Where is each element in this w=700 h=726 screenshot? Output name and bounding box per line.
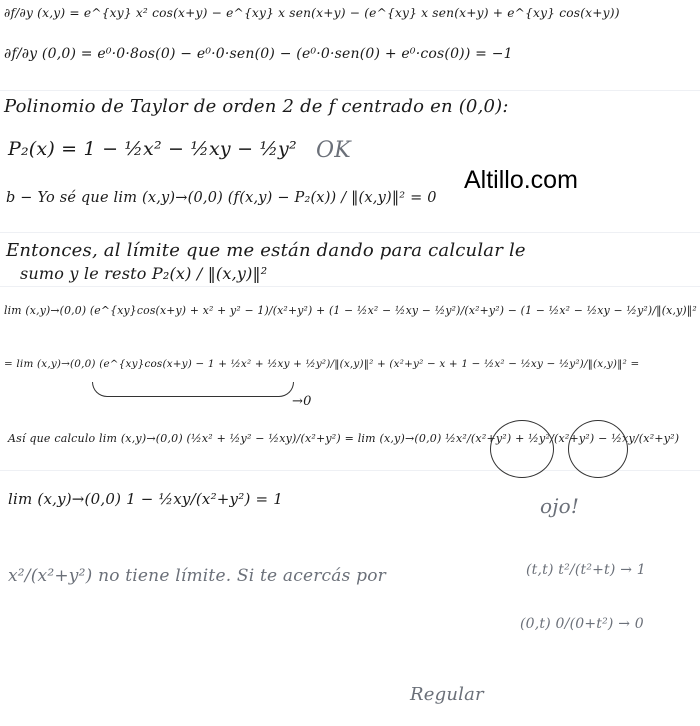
limit-expression-regrouped: = lim (x,y)→(0,0) (e^{xy}cos(x+y) − 1 + ½x² + ½xy + ½y²)/‖(x,y)‖² + (x²+y² − x + 1 − ½x² − ½xy − ½y²)/‖(x,y)‖² =: [4, 358, 640, 370]
teacher-note-path-0t: (0,t) 0/(0+t²) → 0: [520, 616, 644, 632]
ok-mark: OK: [316, 138, 351, 163]
watermark: Altillo.com: [464, 166, 578, 194]
teacher-note-no-limit: x²/(x²+y²) no tiene límite. Si te acercás por: [8, 566, 386, 586]
part-b-statement: b − Yo sé que lim (x,y)→(0,0) (f(x,y) − P₂(x)) / ‖(x,y)‖² = 0: [6, 190, 437, 206]
grid-line: [0, 90, 700, 91]
underbrace: [92, 382, 294, 397]
taylor-heading: Polinomio de Taylor de orden 2 de f centrado en (0,0):: [4, 96, 509, 117]
limit-expression-expanded: lim (x,y)→(0,0) (e^{xy}cos(x+y) + x² + y² − 1)/(x²+y²) + (1 − ½x² − ½xy − ½y²)/(x²+y²) − (1 − ½x² − ½xy − ½y²)/‖(x,y)‖²: [4, 304, 697, 317]
circled-term: [490, 420, 554, 478]
taylor-polynomial: P₂(x) = 1 − ½x² − ½xy − ½y²: [8, 138, 297, 160]
partial-derivative-general: ∂f/∂y (x,y) = e^{xy} x² cos(x+y) − e^{xy} x sen(x+y) − (e^{xy} x sen(x+y) + e^{xy} cos(x+y)): [4, 6, 620, 20]
teacher-note-path-tt: (t,t) t²/(t²+t) → 1: [526, 562, 646, 578]
teacher-note-ojo: ojo!: [540, 494, 580, 518]
grade-regular: Regular: [410, 684, 484, 705]
partial-derivative-at-origin: ∂f/∂y (0,0) = e⁰·0·8os(0) − e⁰·0·sen(0) − (e⁰·0·sen(0) + e⁰·cos(0)) = −1: [4, 46, 513, 62]
grid-line: [0, 232, 700, 233]
explanation-line-2: sumo y le resto P₂(x) / ‖(x,y)‖²: [20, 264, 268, 283]
so-calculate-limit: Así que calculo lim (x,y)→(0,0) (½x² + ½y² − ½xy)/(x²+y²) = lim (x,y)→(0,0) ½x²/(x²+y²) + ½y²/(x²+y²) − ½xy/(x²+y²): [8, 432, 680, 445]
explanation-line-1: Entonces, al límite que me están dando para calcular le: [6, 240, 526, 261]
tends-to-zero-note: →0: [292, 394, 312, 409]
grid-line: [0, 286, 700, 287]
final-limit: lim (x,y)→(0,0) 1 − ½xy/(x²+y²) = 1: [8, 490, 283, 508]
circled-term: [568, 420, 628, 478]
